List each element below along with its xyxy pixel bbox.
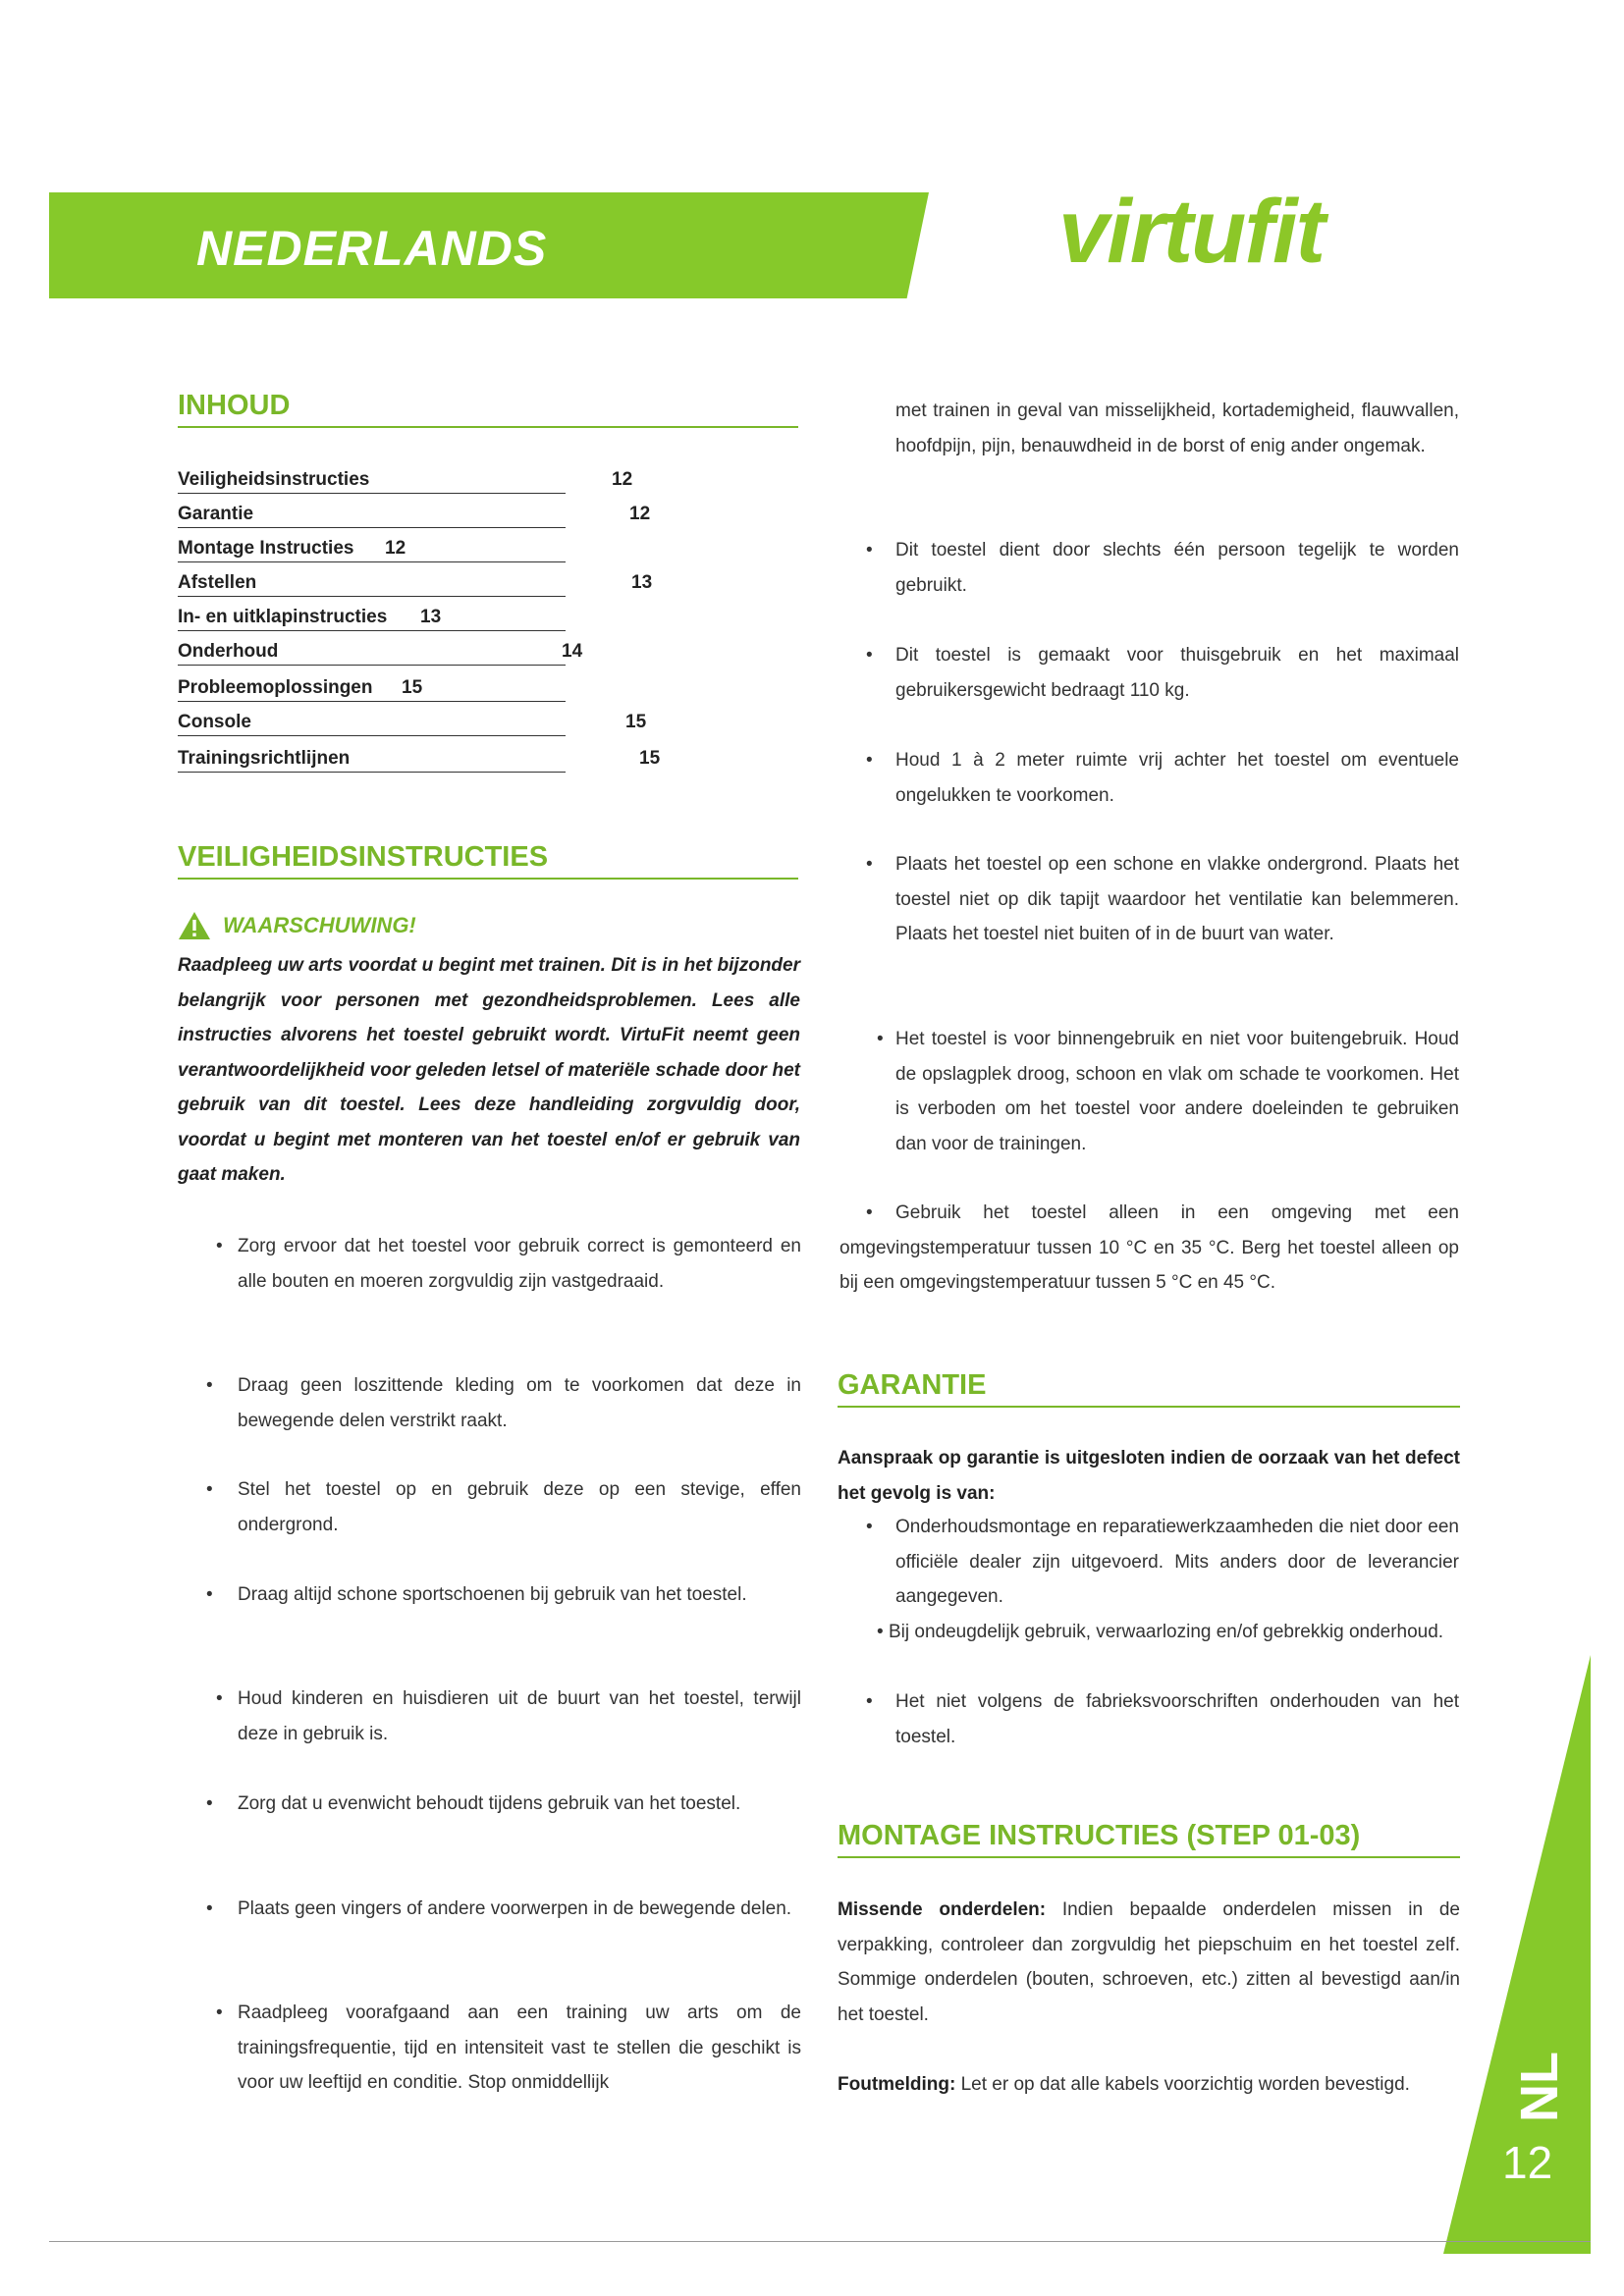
warranty-bullet-text: Onderhoudsmontage en reparatiewerkzaamheden die niet door een officiële dealer zijn uitgevoerd. Mits anders door de leverancier aangegeven. [895,1517,1459,1607]
safety-bullet [206,1577,801,1613]
warning-triangle-icon [178,911,211,940]
missing-parts-label: Missende onderdelen: [838,1899,1047,1920]
warranty-bullet-text: Het niet volgens de fabrieksvoorschriften onderhouden van het toestel. [895,1691,1459,1747]
safety-bullet-text: Zorg ervoor dat het toestel voor gebruik correct is gemonteerd en alle bouten en moeren zorgvuldig zijn vastgedraaid. [238,1236,801,1292]
bullet-dot: • [866,1517,873,1537]
bullet-dot: • [866,540,873,561]
bullet-dot: • [206,1793,213,1814]
toc-item-page: 15 [639,748,661,769]
safety-bullet-text: Plaats het toestel op een schone en vlakke ondergrond. Plaats het toestel niet op dik tapijt waardoor het ventilatie kan belemmeren. Plaats het toestel niet buiten of in de buurt van water. [895,854,1459,944]
bullet-dot: • [866,750,873,771]
safety-bullet [216,1229,801,1299]
safety-bullet [866,743,1459,813]
warranty-bullet [866,1684,1459,1754]
bullet-dot: • [866,645,873,666]
toc-underline [178,493,566,494]
bullet-dot: • [216,2002,223,2023]
toc-heading: INHOUD [178,391,798,428]
safety-bullet [206,1892,801,1927]
toc-underline [178,735,566,736]
safety-bullet-text: Zorg dat u evenwicht behoudt tijdens gebruik van het toestel. [238,1793,741,1814]
safety-bullet [866,533,1459,603]
toc-underline [178,630,566,631]
warranty-heading: GARANTIE [838,1370,1460,1408]
safety-heading: VEILIGHEIDSINSTRUCTIES [178,842,798,880]
error-paragraph [838,2067,1460,2103]
bullet-dot: • [866,854,873,875]
error-text: Let er op dat alle kabels voorzichtig worden bevestigd. [955,2074,1410,2095]
toc-item-label[interactable]: Probleemoplossingen [178,677,373,698]
safety-bullet-text: Dit toestel dient door slechts één persoon tegelijk te worden gebruikt. [895,540,1459,596]
safety-bullet [866,638,1459,708]
toc-item-label[interactable]: Onderhoud [178,641,279,662]
toc-underline [178,665,566,666]
warning-title: WAARSCHUWING! [223,913,416,937]
safety-bullet-text: Gebruik het toestel alleen in een omgeving met een omgevingstemperatuur tussen 10 °C en 35 °C. Berg het toestel alleen op bij een omgevingstemperatuur tussen 5 °C en 45 °C. [839,1202,1459,1293]
bullet-dot: • [216,1236,223,1256]
safety-bullet [216,1682,801,1751]
missing-parts-paragraph [838,1893,1460,2032]
toc-item-label[interactable]: Montage Instructies [178,538,354,559]
missing-parts-text: Indien bepaalde onderdelen missen in de verpakking, controleer dan zorgvuldig het piepschuim en het toestel zelf. Sommige onderdelen (bouten, schroeven, etc.) zitten al bevestigd aan/in het toestel. [838,1899,1460,2025]
toc-underline [178,561,566,562]
warranty-intro: Aanspraak op garantie is uitgesloten indien de oorzaak van het defect het gevolg is van: [838,1448,1460,1504]
toc-underline [178,772,566,773]
toc-item-page: 12 [385,538,406,559]
bullet-dot: • [866,1691,873,1712]
side-tab-language: NL [1510,2052,1569,2122]
toc-item-page: 12 [612,469,633,490]
bullet-dot: • [877,1029,884,1049]
safety-bullet-text: Houd kinderen en huisdieren uit de buurt van het toestel, terwijl deze in gebruik is. [238,1688,801,1744]
safety-bullet [877,1022,1459,1161]
safety-bullet [206,1787,801,1822]
safety-bullet-text: Het toestel is voor binnengebruik en niet voor buitengebruik. Houd de opslagplek droog, schoon en vlak om schade te voorkomen. Het is verboden om het toestel voor andere doeleinden te gebruiken dan voor de trainingen. [895,1029,1459,1154]
toc-item-label[interactable]: Trainingsrichtlijnen [178,748,351,769]
toc-item-label[interactable]: Console [178,712,251,732]
safety-bullet-text: Dit toestel is gemaakt voor thuisgebruik en het maximaal gebruikersgewicht bedraagt 110 kg. [895,645,1459,701]
page-language-title: NEDERLANDS [196,221,548,276]
assembly-heading: MONTAGE INSTRUCTIES (STEP 01-03) [838,1821,1460,1858]
bullet-dot: • [206,1479,213,1500]
error-label: Foutmelding: [838,2074,956,2095]
bullet-dot: • [206,1898,213,1919]
toc-item-page: 15 [402,677,423,698]
bullet-dot: • [866,1202,873,1223]
safety-bullet-text: Houd 1 à 2 meter ruimte vrij achter het toestel om eventuele ongelukken te voorkomen. [895,750,1459,806]
toc-item-label[interactable]: Afstellen [178,572,257,593]
safety-bullet-continuation: met trainen in geval van misselijkheid, kortademigheid, flauwvallen, hoofdpijn, pijn, benauwdheid in de borst of enig ander ongemak. [895,400,1459,456]
safety-bullet-text: Stel het toestel op en gebruik deze op een stevige, effen ondergrond. [238,1479,801,1535]
safety-bullet-text: Raadpleeg voorafgaand aan een training uw arts om de trainingsfrequentie, tijd en intensiteit vast te stellen die geschikt is voor uw leeftijd en conditie. Stop onmiddellijk [238,2002,801,2093]
bullet-dot: • [216,1688,223,1709]
toc-item-page: 12 [629,504,651,524]
warning-title-row [178,911,416,940]
safety-bullet-text: Plaats geen vingers of andere voorwerpen in de bewegende delen. [238,1898,792,1919]
warranty-bullet [877,1615,1459,1650]
toc-underline [178,527,566,528]
safety-bullet-text: Draag altijd schone sportschoenen bij gebruik van het toestel. [238,1584,747,1605]
toc-item-page: 14 [562,641,583,662]
toc-item-label[interactable]: Veiligheidsinstructies [178,469,370,490]
page-number: 12 [1502,2137,1553,2188]
toc-item-page: 13 [631,572,653,593]
toc-item-page: 15 [625,712,647,732]
warranty-bullet [866,1510,1459,1615]
bullet-dot: • [206,1584,213,1605]
bullet-dot: • [877,1622,884,1642]
footer-divider [49,2241,1591,2242]
virtufit-logo: virtufit [1058,182,1325,282]
toc-item-label[interactable]: In- en uitklapinstructies [178,607,388,627]
safety-bullet [206,1368,801,1438]
toc-item-label[interactable]: Garantie [178,504,254,524]
safety-bullet [216,1996,801,2101]
toc-item-page: 13 [420,607,442,627]
warning-text: Raadpleeg uw arts voordat u begint met trainen. Dit is in het bijzonder belangrijk voor personen met gezondheidsproblemen. Lees alle instructies alvorens het toestel gebruikt wordt. VirtuFit neemt geen verantwoordelijkheid voor geleden letsel of materiële schade door het gebruik van dit toestel. Lees deze handleiding zorgvuldig door, voordat u begint met monteren van het toestel en/of er gebruik van gaat maken. [178,955,800,1185]
safety-bullet [206,1472,801,1542]
safety-bullet [866,847,1459,952]
safety-bullet [839,1196,1459,1301]
bullet-dot: • [206,1375,213,1396]
toc-underline [178,701,566,702]
safety-bullet-text: Draag geen loszittende kleding om te voorkomen dat deze in bewegende delen verstrikt raakt. [238,1375,801,1431]
warranty-bullet-text: Bij ondeugdelijk gebruik, verwaarlozing en/of gebrekkig onderhoud. [889,1622,1444,1642]
toc-underline [178,596,566,597]
